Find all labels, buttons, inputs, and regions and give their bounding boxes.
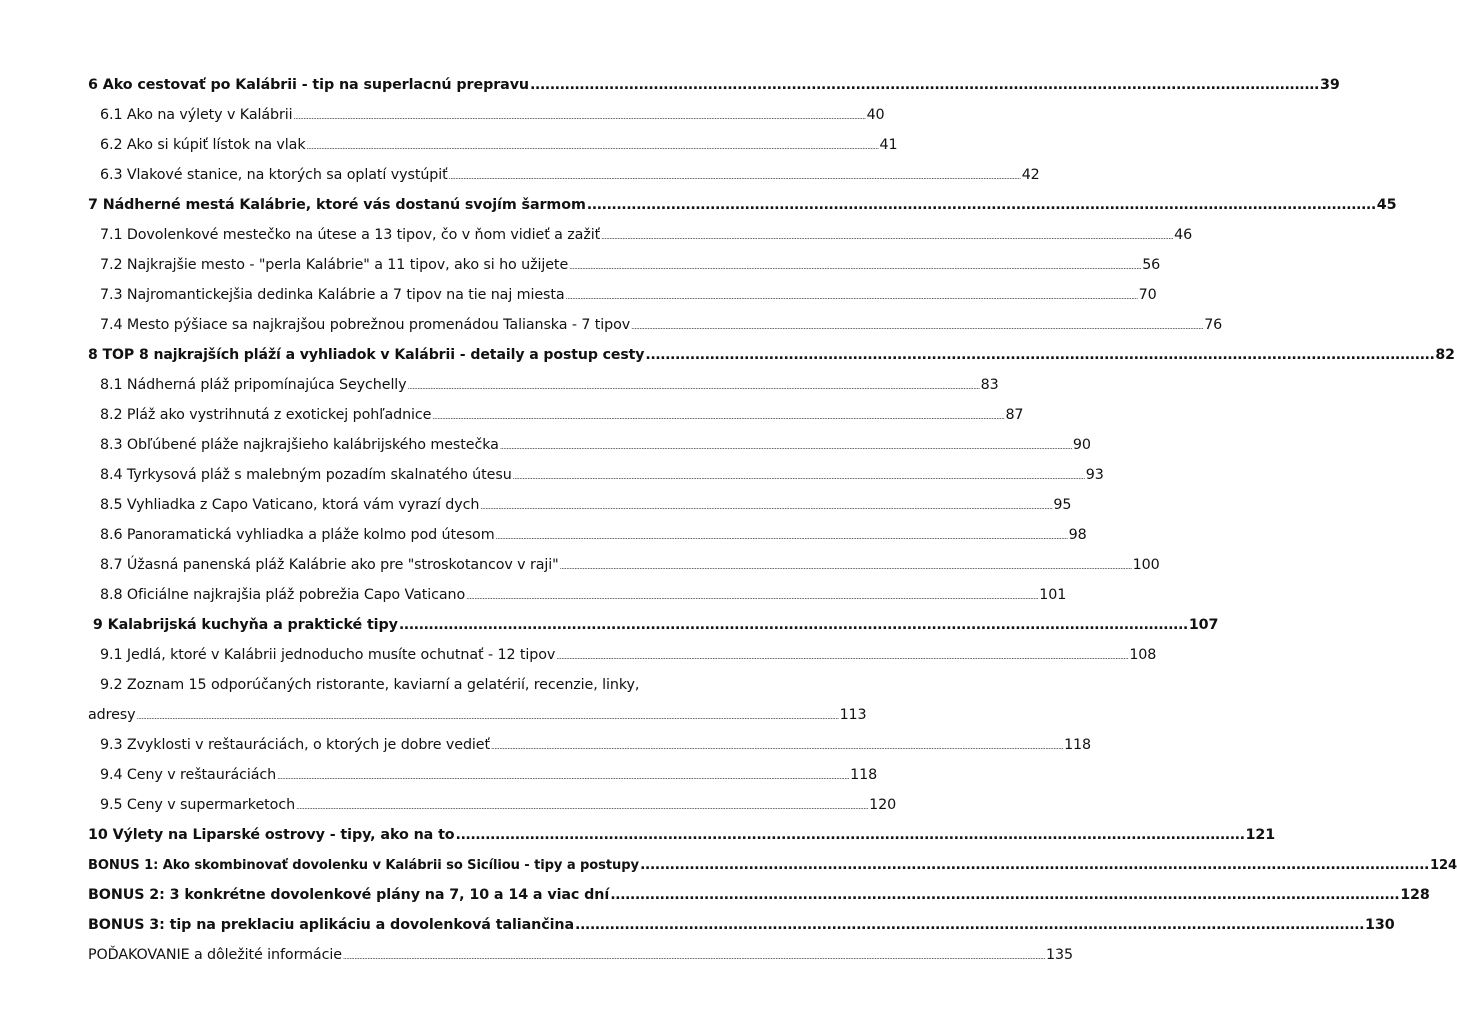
dot-leader: ................................................................................................................................................................ — [586, 197, 1376, 213]
toc-entry-9-5 — [100, 793, 897, 817]
toc-entry-8-7 — [100, 553, 1160, 577]
dot-leader: ................................................................................................................................................................................................................................................................................................................................................................................................................................................ — [342, 953, 1045, 961]
toc-entry-title: 8.7 Úžasná panenská pláž Kalábrie ako pre "stroskotancov v raji" — [100, 557, 559, 573]
toc-entry-title: 8.2 Pláž ako vystrihnutá z exotickej pohľadnice — [100, 407, 432, 423]
toc-entry-page: 113 — [839, 707, 867, 723]
toc-entry-8 — [88, 343, 1455, 367]
toc-entry-title: POĎAKOVANIE a dôležité informácie — [88, 947, 342, 963]
toc-entry-bonus-1 — [88, 853, 1457, 877]
toc-entry-title: 9.4 Ceny v reštauráciách — [100, 767, 277, 783]
toc-entry-title: 8.1 Nádherná pláž pripomínajúca Seychelly — [100, 377, 407, 393]
toc-entry-page: 100 — [1132, 557, 1160, 573]
toc-entry-page: 93 — [1085, 467, 1104, 483]
toc-entry-page: 41 — [879, 137, 898, 153]
toc-entry-title: 8.4 Tyrkysová pláž s malebným pozadím skalnatého útesu — [100, 467, 512, 483]
dot-leader: ................................................................................................................................................................................................................................................................................................................................................................ — [565, 293, 1138, 301]
toc-entry-title: adresy — [88, 707, 136, 723]
dot-leader: ................................................................................................................................................................................................................................................................................................................................................................................................................................................ — [136, 713, 839, 721]
toc-entry-title: 9.3 Zvyklosti v reštauráciách, o ktorých je dobre vedieť — [100, 737, 491, 753]
toc-entry-page: 42 — [1021, 167, 1040, 183]
dot-leader: ................................................................................................................................................................ — [645, 347, 1435, 363]
toc-entry-page: 118 — [850, 767, 878, 783]
toc-entry-8-6 — [100, 523, 1087, 547]
toc-entry-page: 83 — [980, 377, 999, 393]
dot-leader: ................................................................................................................................................................................................................................................................................................................................................................ — [480, 503, 1053, 511]
toc-entry-title: 6 Ako cestovať po Kalábrii - tip na superlacnú prepravu — [88, 77, 529, 93]
toc-entry-title: 8.3 Obľúbené pláže najkrajšieho kalábrijského mestečka — [100, 437, 499, 453]
toc-entry-page: 101 — [1039, 587, 1067, 603]
toc-entry-7-3 — [100, 283, 1157, 307]
dot-leader: ................................................................................................................................................................ — [639, 857, 1429, 873]
dot-leader: ................................................................................................................................................................ — [610, 887, 1400, 903]
dot-leader: ................................................................................................................................................................................................................................................................................................................................................................ — [631, 323, 1204, 331]
dot-leader: ................................................................................................................................................................................................................................................................................................................................................................ — [601, 233, 1174, 241]
toc-entry-page: 46 — [1174, 227, 1193, 243]
dot-leader: ................................................................................................................................................................ — [530, 77, 1319, 93]
toc-entry-page: 76 — [1204, 317, 1223, 333]
toc-entry-8-2 — [100, 403, 1024, 427]
toc-entry-page: 95 — [1053, 497, 1072, 513]
toc-entry-9-2-continued — [88, 703, 867, 727]
dot-leader: ................................................................................................................................................................................................................................................................................................................................................................ — [407, 383, 980, 391]
toc-entry-title: 6.2 Ako si kúpiť lístok na vlak — [100, 137, 306, 153]
toc-entry-page: 45 — [1376, 197, 1397, 213]
toc-entry-page: 39 — [1319, 77, 1340, 93]
toc-entry-page: 56 — [1142, 257, 1161, 273]
toc-entry-title: 7.2 Najkrajšie mesto - "perla Kalábrie" a 11 tipov, ako si ho užijete — [100, 257, 569, 273]
toc-entry-title: 6.1 Ako na výlety v Kalábrii — [100, 107, 293, 123]
toc-entry-page: 107 — [1188, 617, 1219, 633]
toc-entry-title: BONUS 1: Ako skombinovať dovolenku v Kalábrii so Sicíliou - tipy a postupy — [88, 858, 639, 873]
toc-entry-10 — [88, 823, 1276, 847]
toc-entry-page: 98 — [1068, 527, 1087, 543]
toc-entry-acknowledgements — [88, 943, 1073, 967]
toc-entry-title: BONUS 2: 3 konkrétne dovolenkové plány na 7, 10 a 14 a viac dní — [88, 887, 610, 903]
dot-leader: ................................................................................................................................................................................................................................................................................................................................................................ — [293, 113, 866, 121]
toc-entry-8-8 — [100, 583, 1067, 607]
toc-entry-page: 121 — [1245, 827, 1276, 843]
toc-entry-title: 7.3 Najromantickejšia dedinka Kalábrie a 7 tipov na tie naj miesta — [100, 287, 565, 303]
toc-entry-9-2 — [100, 673, 680, 697]
dot-leader: ................................................................................................................................................................................................................................................................................................................................................................ — [512, 473, 1085, 481]
toc-entry-page: 124 — [1429, 858, 1457, 873]
toc-entry-title: 6.3 Vlakové stanice, na ktorých sa oplatí vystúpiť — [100, 167, 448, 183]
toc-entry-page: 120 — [869, 797, 897, 813]
toc-entry-6-3 — [100, 163, 1040, 187]
toc-entry-7-1 — [100, 223, 1193, 247]
toc-entry-7-4 — [100, 313, 1223, 337]
toc-entry-page: 118 — [1064, 737, 1092, 753]
toc-entry-page: 70 — [1138, 287, 1157, 303]
toc-entry-page: 130 — [1365, 917, 1395, 933]
toc-entry-title: 9 Kalabrijská kuchyňa a praktické tipy — [88, 617, 398, 633]
toc-entry-page: 82 — [1435, 347, 1455, 363]
dot-leader: ................................................................................................................................................................................................................................................................................................................................................................ — [432, 413, 1005, 421]
toc-entry-title: 9.5 Ceny v supermarketoch — [100, 797, 296, 813]
toc-entry-title: 8.5 Vyhliadka z Capo Vaticano, ktorá vám vyrazí dych — [100, 497, 480, 513]
dot-leader: ................................................................................................................................................................................................................................................................................................................................................................ — [495, 533, 1068, 541]
dot-leader: ................................................................................................................................................................ — [455, 827, 1245, 843]
dot-leader: ................................................................................................................................................................................................................................................................................................................................................................ — [499, 443, 1072, 451]
dot-leader: ................................................................................................................................................................ — [398, 617, 1188, 633]
toc-entry-title: 7.1 Dovolenkové mestečko na útese a 13 tipov, čo v ňom vidieť a zažiť — [100, 227, 601, 243]
toc-entry-title: BONUS 3: tip na preklaciu aplikáciu a dovolenková taliančina — [88, 917, 575, 933]
dot-leader: ................................................................................................................................................................................................................................................................................................................................................................ — [306, 143, 879, 151]
toc-entry-title: 8.8 Oficiálne najkrajšia pláž pobrežia Capo Vaticano — [100, 587, 466, 603]
dot-leader: ................................................................................................................................................................................................................................................................................................................................................................ — [556, 653, 1129, 661]
toc-entry-9 — [88, 613, 1219, 637]
toc-entry-9-4 — [100, 763, 878, 787]
toc-entry-page: 90 — [1072, 437, 1091, 453]
toc-entry-page: 87 — [1005, 407, 1024, 423]
toc-entry-8-3 — [100, 433, 1091, 457]
dot-leader: ................................................................................................................................................................................................................................................................................................................................................................ — [491, 743, 1064, 751]
toc-entry-9-1 — [100, 643, 1157, 667]
toc-entry-6 — [88, 73, 1340, 97]
toc-entry-title: 8.6 Panoramatická vyhliadka a pláže kolmo pod útesom — [100, 527, 495, 543]
toc-entry-9-3 — [100, 733, 1092, 757]
dot-leader: ................................................................................................................................................................................................................................................................................................................................................................ — [569, 263, 1142, 271]
toc-entry-7-2 — [100, 253, 1161, 277]
toc-entry-8-1 — [100, 373, 999, 397]
toc-entry-page: 135 — [1045, 947, 1073, 963]
toc-entry-title: 7.4 Mesto pýšiace sa najkrajšou pobrežnou promenádou Talianska - 7 tipov — [100, 317, 631, 333]
toc-entry-6-2 — [100, 133, 898, 157]
dot-leader: ................................................................................................................................................................................................................................................................................................................................................................ — [296, 803, 869, 811]
toc-entry-title: 9.1 Jedlá, ktoré v Kalábrii jednoducho musíte ochutnať - 12 tipov — [100, 647, 556, 663]
toc-entry-page: 40 — [866, 107, 885, 123]
toc-entry-page: 108 — [1129, 647, 1157, 663]
toc-entry-7 — [88, 193, 1397, 217]
toc-entry-title: 10 Výlety na Liparské ostrovy - tipy, ako na to — [88, 827, 455, 843]
toc-entry-title: 9.2 Zoznam 15 odporúčaných ristorante, kaviarní a gelatérií, recenzie, linky, — [100, 677, 640, 693]
dot-leader: ................................................................................................................................................................................................................................................................................................................................................................ — [559, 563, 1132, 571]
toc-entry-bonus-2 — [88, 883, 1430, 907]
toc-entry-title: 7 Nádherné mestá Kalábrie, ktoré vás dostanú svojím šarmom — [88, 197, 586, 213]
toc-entry-6-1 — [100, 103, 885, 127]
dot-leader: ................................................................................................................................................................................................................................................................................................................................................................ — [277, 773, 850, 781]
toc-entry-8-4 — [100, 463, 1104, 487]
toc-entry-bonus-3 — [88, 913, 1395, 937]
toc-entry-8-5 — [100, 493, 1072, 517]
toc-entry-page: 128 — [1400, 887, 1430, 903]
dot-leader: ................................................................................................................................................................................................................................................................................................................................................................ — [448, 173, 1021, 181]
dot-leader: ................................................................................................................................................................ — [575, 917, 1365, 933]
dot-leader: ................................................................................................................................................................................................................................................................................................................................................................ — [466, 593, 1039, 601]
toc-entry-title: 8 TOP 8 najkrajších pláží a vyhliadok v Kalábrii - detaily a postup cesty — [88, 347, 645, 363]
